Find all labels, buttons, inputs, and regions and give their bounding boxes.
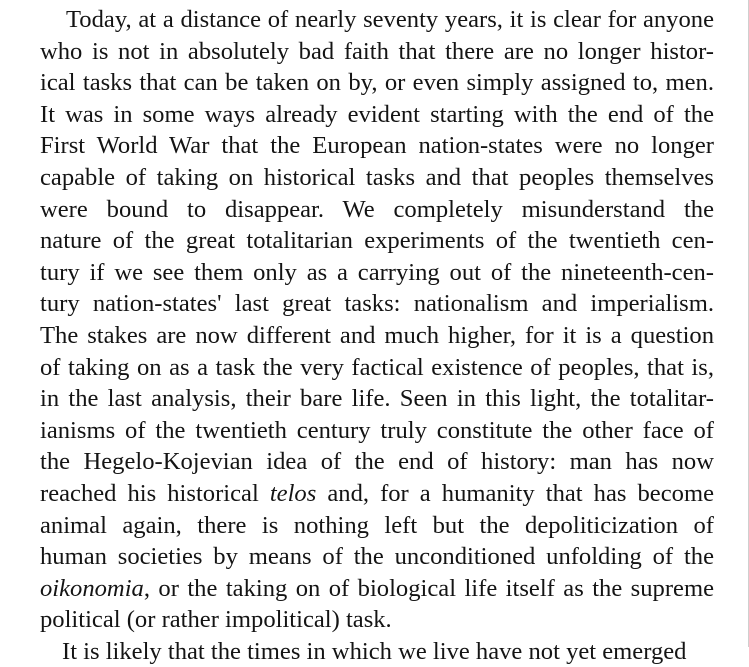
text-segment: Today, at a distance of nearly seventy years, it is clear for anyone (66, 6, 714, 33)
text-segment: political (or rather impolitical) task. (40, 606, 392, 634)
text-line (40, 4, 714, 36)
italic-term: telos (269, 479, 317, 507)
text-line (40, 478, 714, 510)
text-line (40, 352, 714, 384)
text-segment: the Hegelo-Kojevian idea of the end of history: man has now (40, 448, 714, 476)
text-line (40, 446, 714, 478)
text-segment: who is not in absolutely bad faith that there are no longer histor- (40, 37, 714, 65)
text-segment: First World War that the European nation-states were no longer (40, 132, 714, 160)
text-segment: in the last analysis, their bare life. Seen in this light, the totalitar- (40, 385, 714, 413)
text-line (40, 510, 714, 542)
text-segment: reached his historical (40, 479, 270, 507)
text-segment: ical tasks that can be taken on by, or even simply assigned to, men. (40, 69, 714, 97)
text-segment: It was in some ways already evident starting with the end of the (40, 100, 714, 128)
text-line (40, 541, 714, 573)
text-segment: , or the taking on of biological life itself as the supreme (143, 574, 714, 602)
text-segment: tury nation-states' last great tasks: nationalism and imperialism. (40, 290, 714, 318)
text-segment: were bound to disappear. We completely misunderstand the (40, 195, 714, 223)
text-line (40, 130, 714, 162)
text-segment: nature of the great totalitarian experiments of the twentieth cen- (40, 227, 714, 255)
next-paragraph-line (40, 636, 714, 667)
text-segment: and, for a humanity that has become (316, 479, 714, 507)
text-segment: animal again, there is nothing left but the depoliticization of (40, 511, 714, 539)
text-segment: It is likely that the times in which we live have not yet emerged (62, 637, 687, 665)
text-line (40, 604, 714, 636)
text-line (40, 162, 714, 194)
text-line (40, 415, 714, 447)
text-segment: ianisms of the twentieth century truly constitute the other face of (40, 416, 714, 444)
text-segment: The stakes are now different and much higher, for it is a question (40, 321, 714, 349)
italic-term: oikonomia (40, 574, 144, 602)
text-segment: tury if we see them only as a carrying out of the nineteenth-cen- (40, 258, 714, 286)
text-line (40, 383, 714, 415)
text-segment: of taking on as a task the very factical existence of peoples, that is, (40, 353, 714, 381)
text-segment: capable of taking on historical tasks and that peoples themselves (40, 163, 714, 191)
text-line (40, 225, 714, 257)
text-line (40, 36, 714, 68)
text-line (40, 67, 714, 99)
text-line (40, 99, 714, 131)
text-line (40, 194, 714, 226)
text-line (40, 573, 714, 605)
text-line (40, 288, 714, 320)
text-segment: human societies by means of the unconditioned unfolding of the (40, 543, 714, 571)
text-line (40, 257, 714, 289)
body-paragraph (40, 4, 714, 667)
text-line (40, 320, 714, 352)
